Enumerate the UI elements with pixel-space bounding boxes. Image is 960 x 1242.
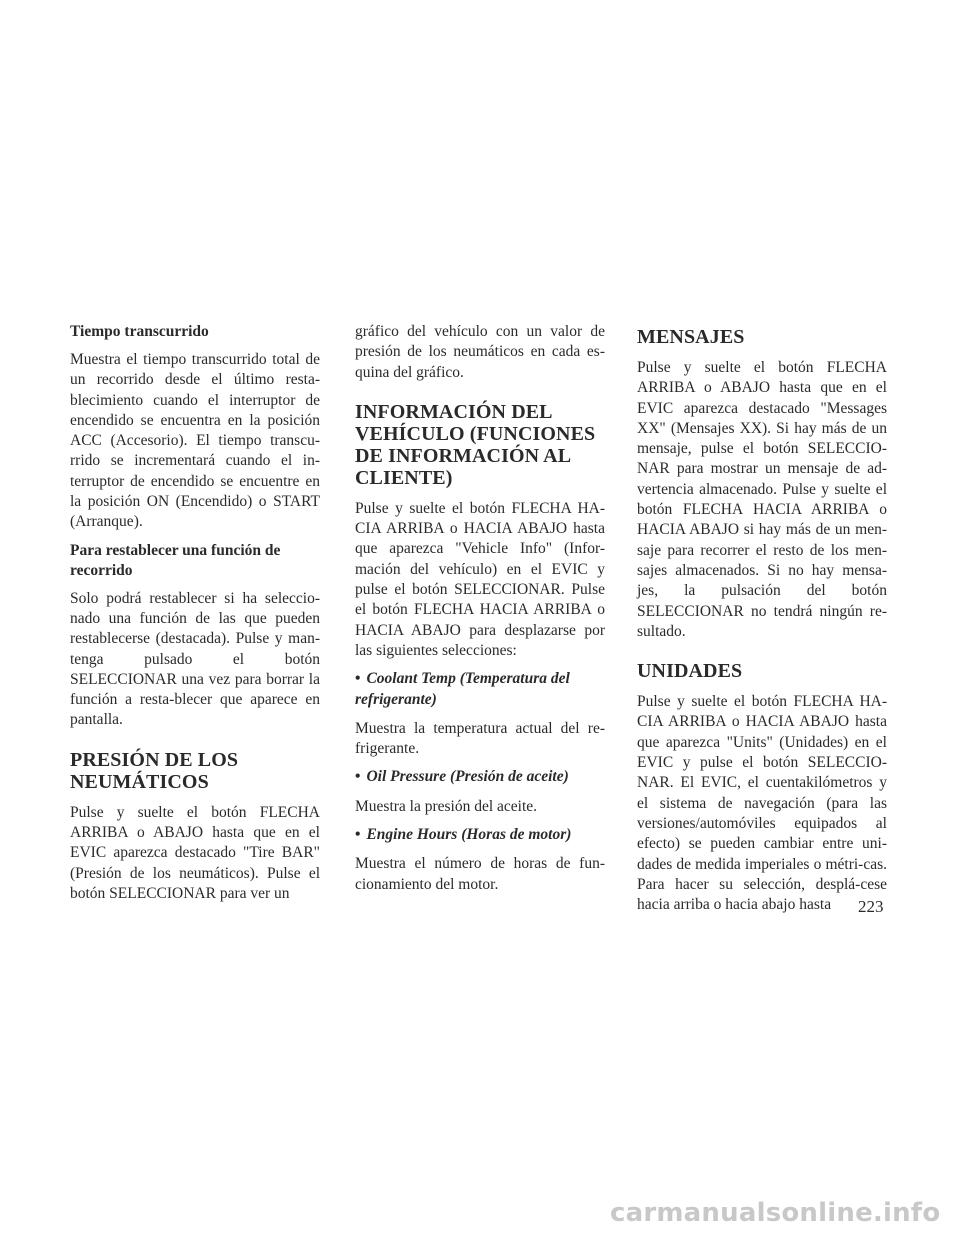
paragraph-oil-pressure: Muestra la presión del aceite. <box>355 797 538 815</box>
page-number: 223 <box>858 897 884 916</box>
bullet-engine-hours <box>355 825 605 845</box>
paragraph-engine-hours: Muestra el número de horas de fun-cionamiento del motor. <box>355 855 605 893</box>
bullet-icon: • <box>355 670 361 688</box>
paragraph-tire-pressure-continued: gráfico del vehículo con un valor de presión de los neumáticos en cada es-quina del gráfico. <box>355 323 605 381</box>
paragraph-reset-trip: Solo podrá restablecer si ha seleccio-nado una función de las que pueden restablecerse (destacada). Pulse y man-tenga pulsado el botón SELECCIONAR una vez para borrar la función a resta-blecer que aparece en pantalla. <box>70 589 320 729</box>
column-right <box>637 322 887 923</box>
watermark: carmanualsonline.info <box>610 1198 941 1228</box>
bullet-icon: • <box>355 768 361 786</box>
paragraph-vehicle-info: Pulse y suelte el botón FLECHA HA-CIA ARRIBA o HACIA ABAJO hasta que aparezca "Vehicle Info" (Infor-mación del vehículo) en el EVIC y pulse el botón SELECCIONAR. Pulse el botón FLECHA HACIA ARRIBA o HACIA ABAJO para desplazarse por las siguientes selecciones: <box>355 499 605 659</box>
heading-tire-pressure: PRESIÓN DE LOS NEUMÁTICOS <box>70 748 239 793</box>
heading-vehicle-info: INFORMACIÓN DEL VEHÍCULO (FUNCIONES DE INFORMACIÓN AL CLIENTE) <box>355 400 596 489</box>
heading-units: UNIDADES <box>637 660 743 683</box>
bullet-oil-pressure <box>355 767 605 787</box>
column-left <box>70 322 320 912</box>
bullet-label: Oil Pressure (Presión de aceite) <box>366 768 569 786</box>
bullet-icon: • <box>355 826 361 844</box>
column-middle <box>355 322 605 903</box>
bullet-label: Engine Hours (Horas de motor) <box>366 826 572 844</box>
paragraph-coolant-temp: Muestra la temperatura actual del re-frigerante. <box>355 719 605 758</box>
bullet-coolant-temp <box>355 669 605 710</box>
paragraph-tire-pressure: Pulse y suelte el botón FLECHA ARRIBA o ABAJO hasta que en el EVIC aparezca destacado "Tire BAR" (Presión de los neumáticos). Pulse el botón SELECCIONAR para ver un <box>70 803 320 902</box>
bullet-label: Coolant Temp (Temperatura del refrigerante) <box>355 670 570 708</box>
paragraph-units: Pulse y suelte el botón FLECHA HA-CIA ARRIBA o HACIA ABAJO hasta que aparezca "Units" (Unidades) en el EVIC y pulse el botón SELECCIO-NAR. El EVIC, el cuentakilómetros y el sistema de navegación (para las versiones/automóviles equipados al efecto) se pueden cambiar entre uni-dades de medida imperiales o métri-cas. Para hacer su selección, desplá-cese hacia arriba o hacia abajo hasta <box>637 693 887 914</box>
paragraph-elapsed-time: Muestra el tiempo transcurrido total de un recorrido desde el último resta-blecimiento cuando el interruptor de encendido se encuentra en la posición ACC (Accesorio). El tiempo transcu-rrido se incrementará cuando el in-terruptor de encendido se encuentre en la posición ON (Encendido) o START (Arranque). <box>70 351 320 531</box>
paragraph-messages: Pulse y suelte el botón FLECHA ARRIBA o ABAJO hasta que en el EVIC aparezca destacado "Messages XX" (Mensajes XX). Si hay más de un mensaje, pulse el botón SELECCIO-NAR para mostrar un mensaje de ad-vertencia almacenado. Pulse y suelte el botón FLECHA HACIA ARRIBA o HACIA ABAJO si hay más de un men-saje para recorrer el resto de los men-sajes almacenados. Si no hay mensa-jes, la pulsación del botón SELECCIONAR no tendrá ningún re-sultado. <box>637 359 887 640</box>
subheading-reset-trip: Para restablecer una función de recorrido <box>70 541 281 579</box>
heading-messages: MENSAJES <box>637 326 745 348</box>
subheading-elapsed-time: Tiempo transcurrido <box>70 323 209 340</box>
